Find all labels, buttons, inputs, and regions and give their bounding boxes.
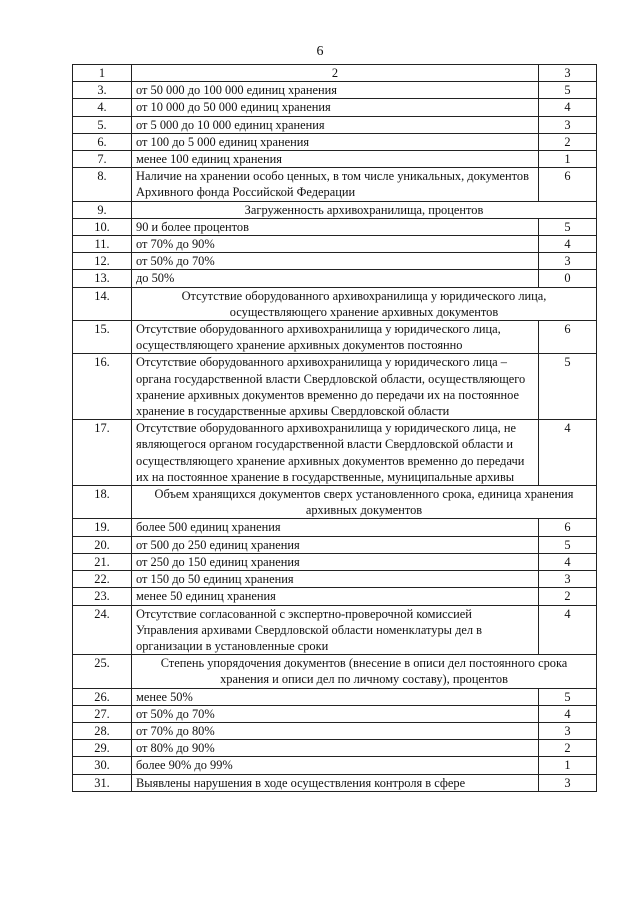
score-value: 2 [539, 133, 597, 150]
score-value: 4 [539, 236, 597, 253]
score-value: 4 [539, 420, 597, 486]
criterion-text: Наличие на хранении особо ценных, в том числе уникальных, документов Архивного фонда Российской Федерации [132, 168, 539, 201]
row-number: 8. [73, 168, 132, 201]
criterion-text: более 90% до 99% [132, 757, 539, 774]
criterion-text: Выявлены нарушения в ходе осуществления контроля в сфере [132, 774, 539, 791]
table-row [73, 588, 597, 605]
criterion-text: менее 100 единиц хранения [132, 151, 539, 168]
row-number: 12. [73, 253, 132, 270]
score-value: 4 [539, 705, 597, 722]
table-row [73, 236, 597, 253]
row-number: 13. [73, 270, 132, 287]
criterion-text: до 50% [132, 270, 539, 287]
score-value: 3 [539, 722, 597, 739]
row-number: 5. [73, 116, 132, 133]
section-title: Отсутствие оборудованного архивохранилища у юридического лица, осуществляющего хранение архивных документов [132, 287, 597, 320]
score-value: 3 [539, 253, 597, 270]
row-number: 30. [73, 757, 132, 774]
row-number: 25. [73, 655, 132, 688]
score-value: 5 [539, 354, 597, 420]
criterion-text: от 500 до 250 единиц хранения [132, 536, 539, 553]
score-value: 4 [539, 553, 597, 570]
row-number: 11. [73, 236, 132, 253]
score-value: 5 [539, 536, 597, 553]
score-value: 3 [539, 571, 597, 588]
table-row [73, 688, 597, 705]
header-col-3: 3 [539, 65, 597, 82]
row-number: 15. [73, 321, 132, 354]
table-row [73, 321, 597, 354]
row-number: 16. [73, 354, 132, 420]
section-header-row [73, 201, 597, 218]
header-col-1: 1 [73, 65, 132, 82]
table-row [73, 605, 597, 655]
criterion-text: от 70% до 80% [132, 722, 539, 739]
criterion-text: от 50% до 70% [132, 253, 539, 270]
table-row [73, 536, 597, 553]
criterion-text: Отсутствие оборудованного архивохранилища у юридического лица, осуществляющего хранение архивных документов постоянно [132, 321, 539, 354]
row-number: 14. [73, 287, 132, 320]
row-number: 10. [73, 218, 132, 235]
row-number: 7. [73, 151, 132, 168]
row-number: 23. [73, 588, 132, 605]
table-body [73, 82, 597, 792]
table-row [73, 519, 597, 536]
page-number: 6 [316, 44, 324, 59]
row-number: 9. [73, 201, 132, 218]
criterion-text: от 250 до 150 единиц хранения [132, 553, 539, 570]
criterion-text: от 10 000 до 50 000 единиц хранения [132, 99, 539, 116]
table-row [73, 168, 597, 201]
row-number: 22. [73, 571, 132, 588]
score-value: 2 [539, 588, 597, 605]
section-title: Загруженность архивохранилища, процентов [132, 201, 597, 218]
score-value: 3 [539, 774, 597, 791]
table-row [73, 553, 597, 570]
criterion-text: от 50% до 70% [132, 705, 539, 722]
score-value: 5 [539, 218, 597, 235]
score-value: 4 [539, 605, 597, 655]
table-row [73, 705, 597, 722]
criterion-text: от 50 000 до 100 000 единиц хранения [132, 82, 539, 99]
section-header-row [73, 486, 597, 519]
row-number: 19. [73, 519, 132, 536]
criterion-text: более 500 единиц хранения [132, 519, 539, 536]
table-row [73, 354, 597, 420]
criterion-text: менее 50 единиц хранения [132, 588, 539, 605]
score-value: 6 [539, 321, 597, 354]
table-row [73, 151, 597, 168]
row-number: 27. [73, 705, 132, 722]
score-value: 1 [539, 757, 597, 774]
row-number: 26. [73, 688, 132, 705]
row-number: 4. [73, 99, 132, 116]
table-row [73, 133, 597, 150]
score-value: 4 [539, 99, 597, 116]
table-row [73, 82, 597, 99]
row-number: 21. [73, 553, 132, 570]
score-value: 5 [539, 82, 597, 99]
section-title: Объем хранящихся документов сверх установленного срока, единица хранения архивных документов [132, 486, 597, 519]
criterion-text: Отсутствие оборудованного архивохранилища у юридического лица, не являющегося органом государственной власти Свердловской области и осуществляющего хранение архивных документов временно до передачи их на постоянное хранение в государственные, муниципальные архивы [132, 420, 539, 486]
criterion-text: от 100 до 5 000 единиц хранения [132, 133, 539, 150]
row-number: 20. [73, 536, 132, 553]
score-value: 6 [539, 519, 597, 536]
score-value: 2 [539, 740, 597, 757]
row-number: 17. [73, 420, 132, 486]
criterion-text: 90 и более процентов [132, 218, 539, 235]
table-row [73, 99, 597, 116]
score-value: 3 [539, 116, 597, 133]
table-row [73, 253, 597, 270]
row-number: 31. [73, 774, 132, 791]
table-row [73, 757, 597, 774]
criterion-text: Отсутствие оборудованного архивохранилища у юридического лица – органа государственной власти Свердловской области, осуществляющего хранение архивных документов временно до передачи их на постоянное хранение в государственные архивы Свердловской области [132, 354, 539, 420]
table-row [73, 722, 597, 739]
criteria-table [72, 64, 597, 792]
table-row [73, 774, 597, 791]
row-number: 6. [73, 133, 132, 150]
criterion-text: от 80% до 90% [132, 740, 539, 757]
score-value: 6 [539, 168, 597, 201]
section-header-row [73, 655, 597, 688]
table-row [73, 571, 597, 588]
table-row [73, 740, 597, 757]
table-row [73, 218, 597, 235]
criterion-text: Отсутствие согласованной с экспертно-проверочной комиссией Управления архивами Свердловской области номенклатуры дел в организации в установленные сроки [132, 605, 539, 655]
criterion-text: от 150 до 50 единиц хранения [132, 571, 539, 588]
criterion-text: от 70% до 90% [132, 236, 539, 253]
score-value: 1 [539, 151, 597, 168]
row-number: 3. [73, 82, 132, 99]
score-value: 0 [539, 270, 597, 287]
row-number: 18. [73, 486, 132, 519]
score-value: 5 [539, 688, 597, 705]
table-header-row [73, 65, 597, 82]
row-number: 29. [73, 740, 132, 757]
header-col-2: 2 [132, 65, 539, 82]
criterion-text: менее 50% [132, 688, 539, 705]
section-title: Степень упорядочения документов (внесение в описи дел постоянного срока хранения и описи дел по личному составу), процентов [132, 655, 597, 688]
table-row [73, 270, 597, 287]
section-header-row [73, 287, 597, 320]
table-row [73, 420, 597, 486]
table-row [73, 116, 597, 133]
row-number: 28. [73, 722, 132, 739]
row-number: 24. [73, 605, 132, 655]
criterion-text: от 5 000 до 10 000 единиц хранения [132, 116, 539, 133]
